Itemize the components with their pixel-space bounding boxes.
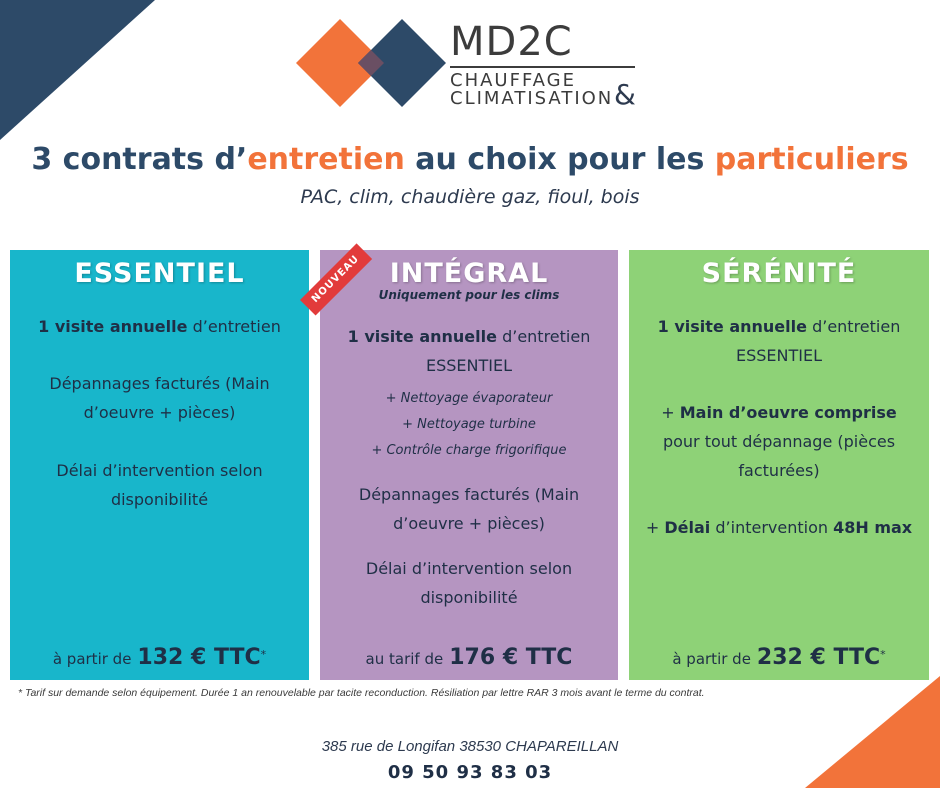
logo-name: MD2C [450, 19, 573, 65]
visit-bold: 1 visite annuelle [657, 317, 807, 336]
card-visit [643, 312, 915, 370]
title-part2: au choix pour les [404, 142, 715, 177]
logo-text [450, 20, 635, 108]
title-part1: 3 contrats d’ [31, 142, 248, 177]
price-amount: 132 € TTC [137, 645, 261, 670]
corner-decoration-top-left [0, 0, 155, 140]
card-delay: Délai d’intervention selon disponibilité [56, 461, 263, 509]
card-essentiel [10, 250, 309, 680]
delay-mid: d’intervention [710, 518, 834, 537]
extra-item: + Contrôle charge frigorifique [371, 443, 567, 458]
delay-bold: Délai [664, 518, 711, 537]
visit-rest: d’entretien ESSENTIEL [425, 327, 591, 375]
price-amount: 232 € TTC [756, 645, 881, 670]
card-repairs: Dépannages facturés (Main d’oeuvre + pièces) [358, 485, 580, 533]
price-prefix: à partir de [52, 650, 132, 668]
company-logo [296, 18, 646, 111]
delay-bold2: 48H max [833, 518, 913, 537]
card-repairs: Dépannages facturés (Main d’oeuvre + pièces) [49, 374, 270, 422]
card-note: Uniquement pour les clims [378, 288, 560, 302]
card-delay: Délai d’intervention selon disponibilité [365, 559, 573, 607]
logo-ampersand: & [614, 78, 636, 111]
card-visit [24, 312, 295, 341]
card-price [629, 640, 929, 674]
title-accent1: entretien [247, 142, 405, 177]
title-accent2: particuliers [714, 142, 909, 177]
logo-diamonds-icon [296, 18, 446, 108]
page-subtitle: PAC, clim, chaudière gaz, fioul, bois [300, 186, 640, 208]
card-title: ESSENTIEL [74, 258, 245, 289]
card-delay [643, 513, 915, 542]
phone-number: 09 50 93 83 03 [387, 762, 553, 783]
price-star: * [880, 648, 886, 661]
logo-divider [450, 66, 635, 68]
price-star: * [260, 648, 267, 661]
price-prefix: à partir de [672, 650, 751, 668]
card-labor [643, 398, 915, 485]
card-title: SÉRÉNITÉ [701, 258, 857, 289]
footnote: * Tarif sur demande selon équipement. Durée 1 an renouvelable par tacite reconduction. Résiliation par lettre RAR 3 mois avant le terme du contrat. [18, 687, 705, 699]
plus-sign: + [661, 403, 680, 422]
price-prefix: au tarif de [365, 650, 444, 668]
card-price [10, 640, 309, 674]
page-title [0, 142, 940, 177]
card-visit [334, 322, 604, 380]
visit-rest: d’entretien ESSENTIEL [735, 317, 901, 365]
labor-rest: pour tout dépannage (pièces facturées) [662, 432, 896, 480]
card-integral [320, 250, 618, 680]
address: 385 rue de Longifan 38530 CHAPAREILLAN [321, 738, 619, 755]
card-price [320, 643, 618, 674]
extra-item: + Nettoyage turbine [402, 417, 536, 432]
logo-line1: CHAUFFAGE [450, 70, 576, 91]
visit-bold: 1 visite annuelle [347, 327, 497, 346]
labor-bold: Main d’oeuvre comprise [679, 403, 897, 422]
card-title: INTÉGRAL [389, 258, 549, 289]
price-amount: 176 € TTC [449, 645, 573, 670]
extra-item: + Nettoyage évaporateur [385, 391, 553, 406]
visit-bold: 1 visite annuelle [38, 317, 188, 336]
visit-rest: d’entretien [187, 317, 281, 336]
card-serenite [629, 250, 929, 680]
logo-line2: CLIMATISATION [450, 88, 614, 109]
plus-sign: + [645, 518, 665, 537]
nouveau-ribbon: NOUVEAU [300, 243, 372, 315]
